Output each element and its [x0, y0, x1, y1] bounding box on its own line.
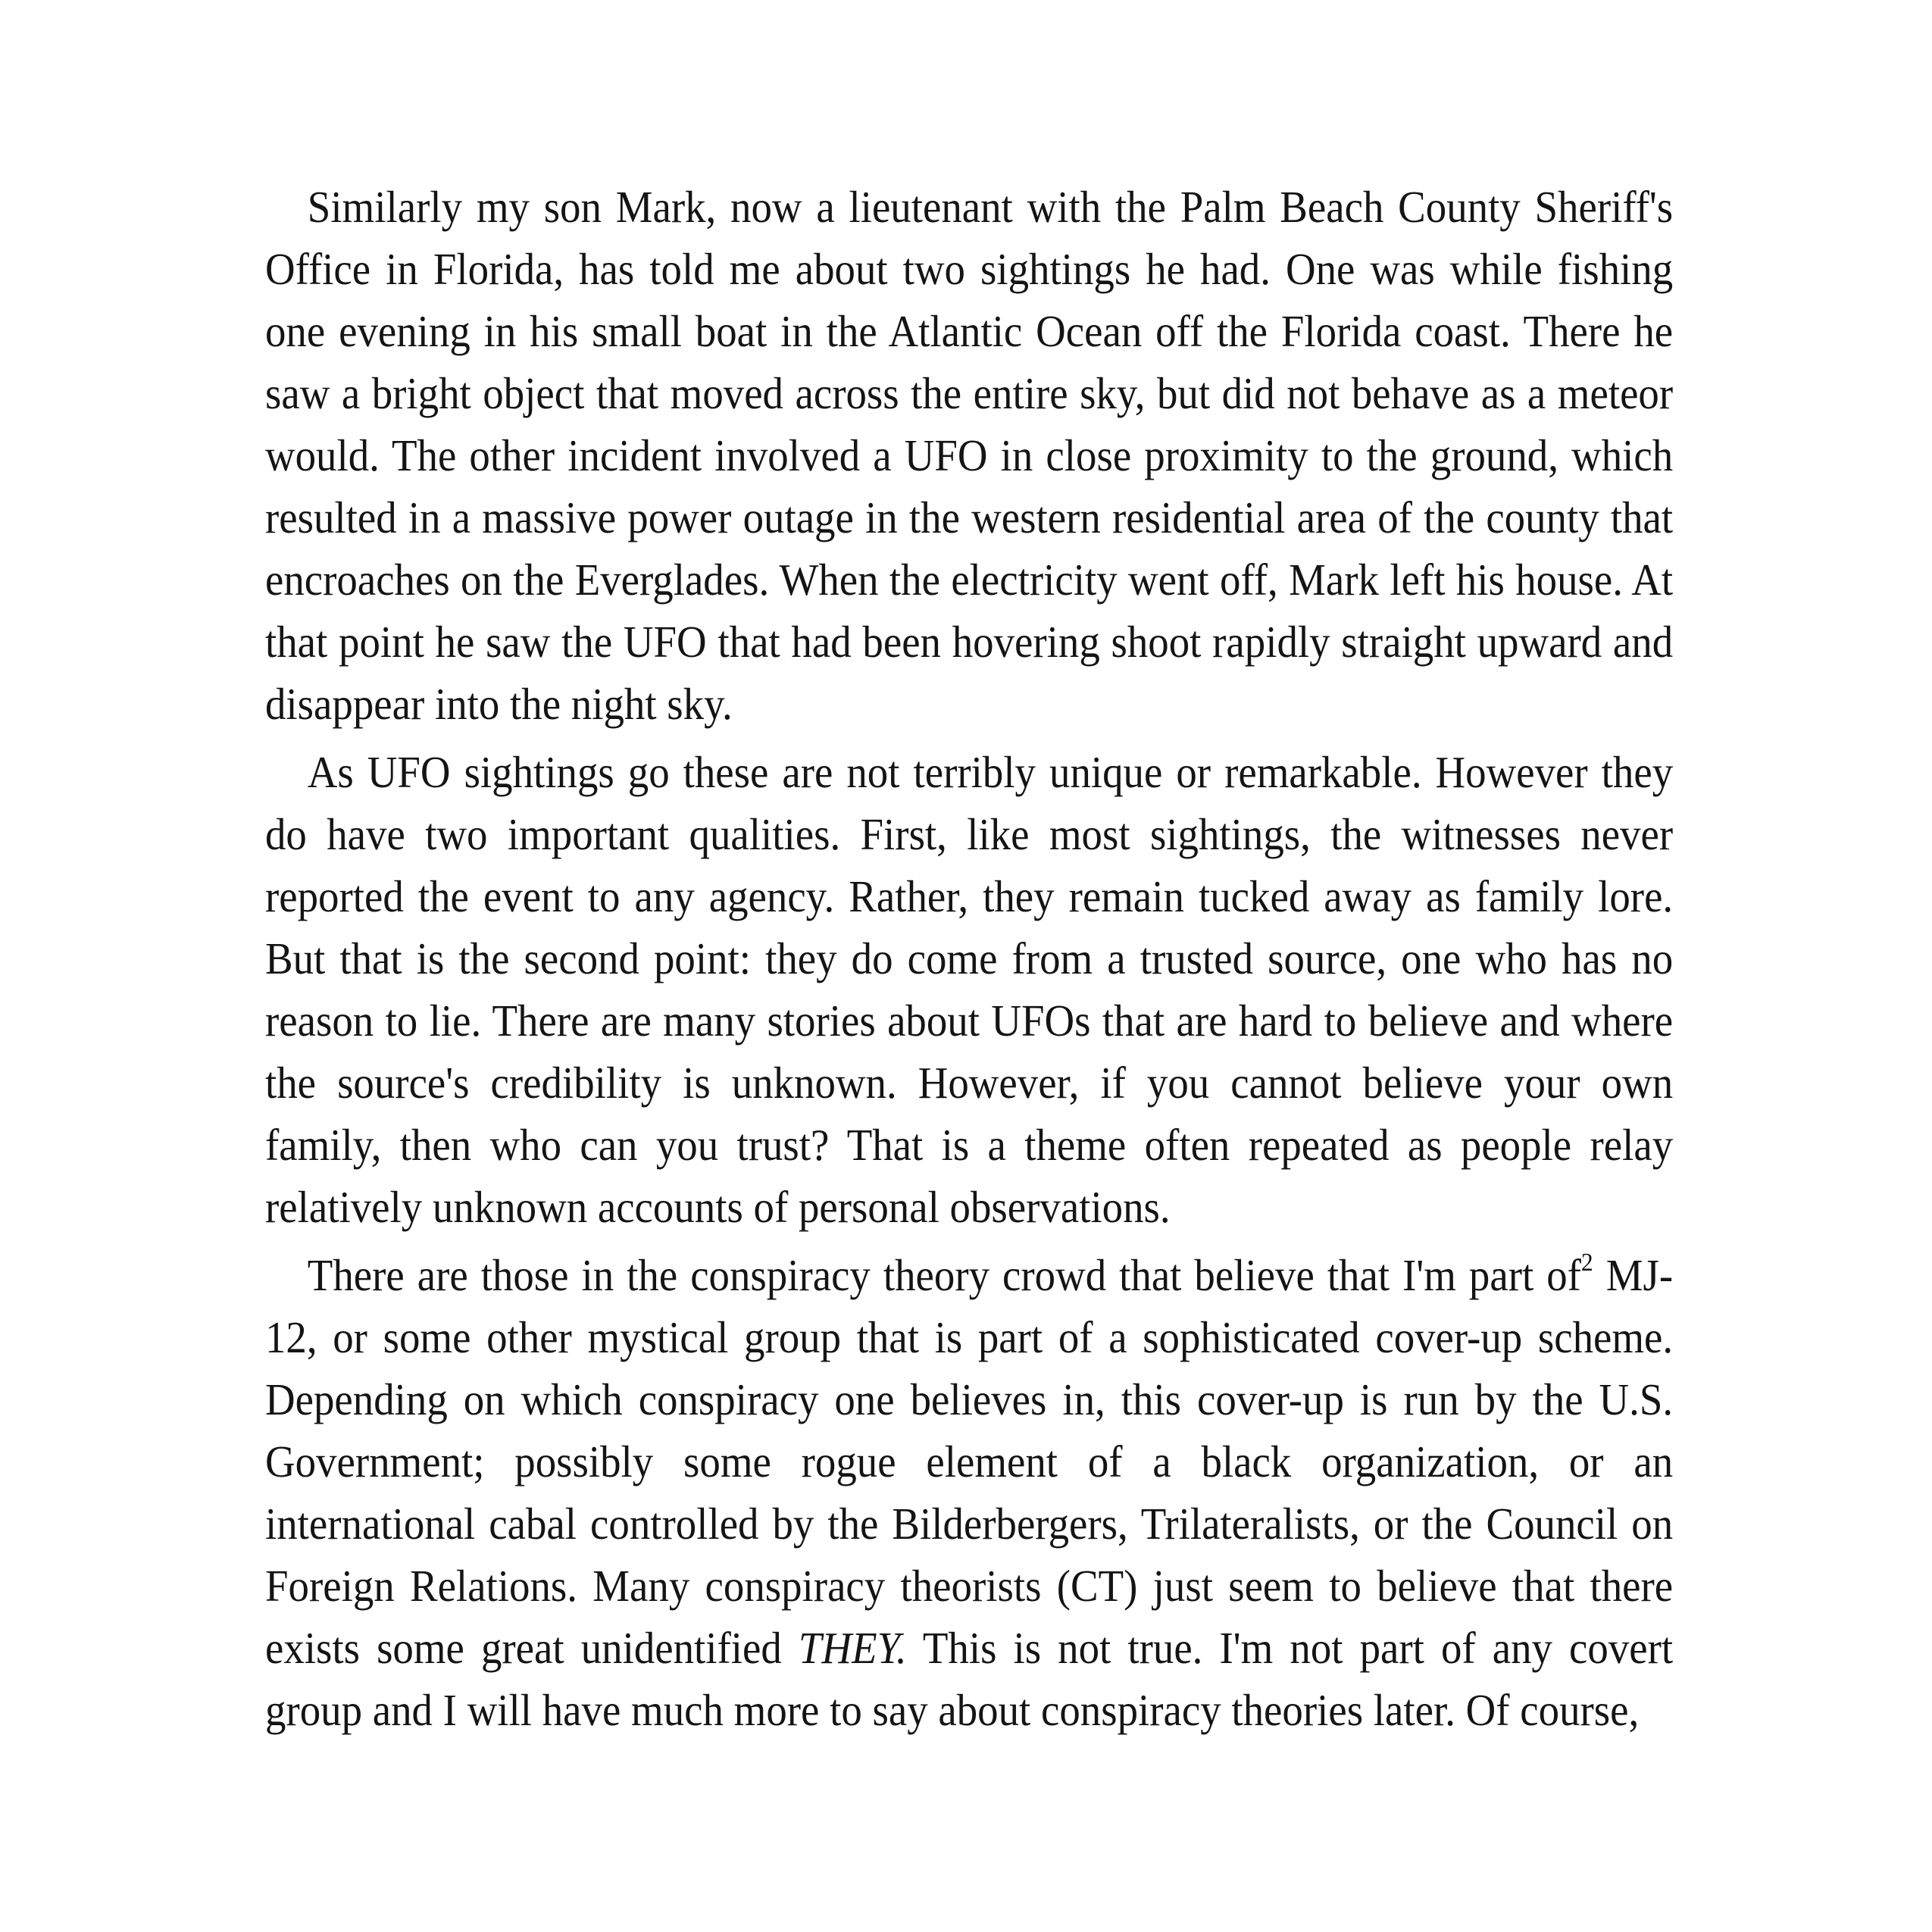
document-page: [265, 176, 1673, 1747]
paragraph-sightings-qualities: As UFO sightings go these are not terribly unique or remarkable. However they do have two important qualities. First, like most sightings, the witnesses never reported the event to any agency. Rather, they remain tucked away as family lore. But that is the second point: they do come from a trusted source, one who has no reason to lie. There are many stories about UFOs that are hard to believe and where the source's credibility is unknown. However, if you cannot believe your own family, then who can you trust? That is a theme often repeated as people relay relatively unknown accounts of personal observations.: [265, 747, 1674, 1232]
paragraph-mark-sightings: Similarly my son Mark, now a lieutenant with the Palm Beach County Sheriff's Office in Florida, has told me about two sightings he had. One was while fishing one evening in his small boat in the Atlantic Ocean off the Florida coast. There he saw a bright object that moved across the entire sky, but did not behave as a meteor would. The other incident involved a UFO in close proximity to the ground, which resulted in a massive power outage in the western residential area of the county that encroaches on the Everglades. When the electricity went off, Mark left his house. At that point he saw the UFO that had been hovering shoot rapidly straight upward and disappear into the night sky.: [265, 182, 1674, 729]
italic-they: THEY.: [798, 1623, 907, 1673]
conspiracy-text-end: This is not true. I'm not part of any covert group and I will have much more to say about conspiracy theories later. Of course,: [265, 1623, 1674, 1735]
conspiracy-text-start: There are those in the conspiracy theory crowd that believe that I'm part of: [307, 1250, 1581, 1300]
paragraph-conspiracy: [265, 1244, 1673, 1741]
conspiracy-text-middle: MJ-12, or some other mystical group that is part of a sophisticated cover-up scheme. Depending on which conspiracy one believes in, this cover-up is run by the U.S. Government; possibly some rogue element of a black organization, or an international cabal controlled by the Bilderbergers, Trilateralists, or the Council on Foreign Relations. Many conspiracy theorists (CT) just seem to believe that there exists some great unidentified: [265, 1250, 1674, 1673]
footnote-marker: 2: [1580, 1249, 1593, 1277]
